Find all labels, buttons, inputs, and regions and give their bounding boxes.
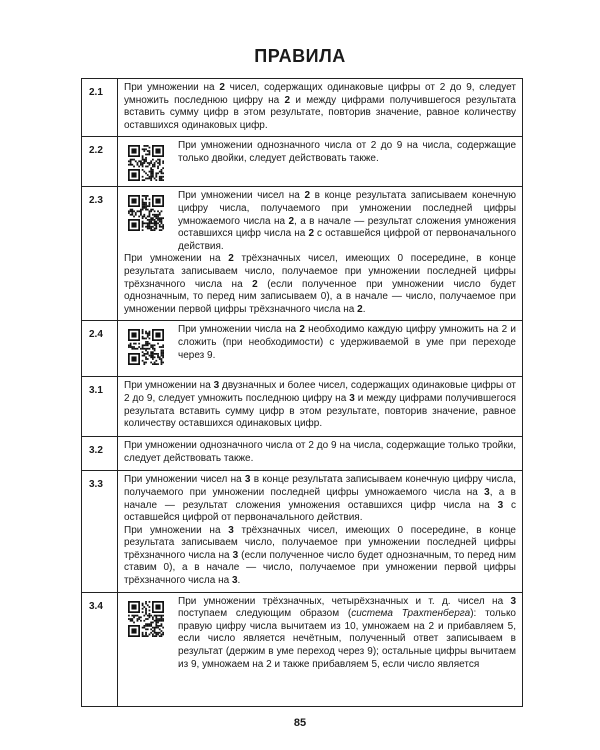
rule-body — [118, 321, 523, 377]
rule-text-run: (если полученное при умножении число будет однозначным, то перед ним записываем 0), а в начале — число, получаемое при умножении первой цифры трёхзначного числа на — [124, 278, 516, 315]
rule-text-run: 3 — [231, 575, 238, 587]
rule-row-2-2 — [82, 137, 523, 187]
rule-qr-block — [124, 324, 516, 365]
rule-qr-block — [124, 190, 516, 253]
rule-text-run: 3 — [510, 595, 516, 607]
rule-text-run: При умножении однозначного числа от 2 до 9 на числа, содержащие только тройки, следует действовать также. — [124, 440, 516, 464]
rule-text-run: 2 — [308, 228, 314, 240]
rule-number: 2.3 — [82, 187, 118, 321]
rule-text-run: . — [237, 575, 241, 587]
rule-text-run: 2 — [252, 278, 258, 290]
rule-text-run: ): только правую цифру числа вычитаем из 10, умножаем на 2 и прибавляем 5, если число является нечётным, полученный ответ записываем в результат (держим в уме переход через 9); остальные цифры вычитаем из 9, умножаем на 2 и также прибавляем 5, если число является — [178, 608, 516, 670]
rule-body — [118, 592, 523, 706]
rule-paragraph — [124, 82, 516, 132]
rules-table — [81, 78, 523, 707]
rule-paragraph — [124, 440, 516, 465]
rule-first-paragraph — [178, 596, 516, 672]
page-number: 85 — [293, 717, 307, 729]
rule-text-run: При умножении на — [124, 253, 229, 265]
rule-text-run: , а в начале — результат сложения умножения оставшихся цифр числа на — [178, 215, 516, 240]
rule-paragraph — [124, 380, 516, 430]
rule-text-run: и между цифрами получившегося результата вставить сумму цифр в этом результате, повторив значение, равное количеству оставшихся одинаковых цифр. — [124, 94, 516, 131]
rule-paragraph — [124, 474, 516, 524]
rule-number: 3.3 — [82, 471, 118, 592]
qr-code[interactable] — [128, 195, 164, 231]
rule-text-run: 3 — [232, 549, 239, 561]
rule-row-2-4 — [82, 321, 523, 377]
rule-number: 2.2 — [82, 137, 118, 187]
rule-text-run: 3 — [349, 392, 355, 404]
rule-row-2-1 — [82, 79, 523, 137]
rule-text-run: При умножении на — [124, 524, 229, 536]
page-title: ПРАВИЛА — [254, 46, 346, 66]
rule-text-run: необходимо каждую цифру умножить на 2 и сложить (при необходимости) с удерживаемой в уме при переходе через 9. — [178, 324, 517, 361]
rule-text-run: чисел, содержащих одинаковые цифры от 2 до 9, следует умножить последнюю цифру на — [124, 82, 516, 106]
rule-body — [118, 377, 523, 437]
rule-qr-block — [124, 596, 516, 672]
rule-text-run: При умножении на — [124, 82, 220, 93]
rule-row-3-1 — [82, 377, 523, 437]
qr-code[interactable] — [128, 601, 164, 637]
rule-text-run: , а в начале — результат сложения умножения оставшихся цифр числа на — [124, 486, 516, 511]
rule-first-paragraph — [178, 140, 516, 165]
qr-code[interactable] — [128, 329, 164, 365]
rule-text-run: в конце результата записываем конечную цифру числа, получаемого при умножении последней цифры умножаемого числа на — [178, 190, 517, 227]
rule-text-run: При умножении чисел на — [124, 474, 245, 486]
rule-text-run: 3 — [228, 524, 234, 536]
rule-number: 3.1 — [82, 377, 118, 437]
rule-text-run: система Трахтенберга — [351, 608, 471, 620]
rule-text-run: . — [362, 303, 366, 315]
qr-code-icon — [128, 195, 164, 231]
rule-number: 3.4 — [82, 592, 118, 706]
rule-row-2-3 — [82, 187, 523, 321]
rule-text-run: и между цифрами получившегося результата вставить сумму цифр в этом результате, повторив значение, равное количеству оставшихся одинаковых цифр. — [124, 392, 516, 430]
rule-text-run: 2 — [299, 324, 305, 336]
rule-number: 3.2 — [82, 437, 118, 471]
rule-body — [118, 471, 523, 592]
rule-row-3-2 — [82, 437, 523, 471]
rule-text-run: 2 — [357, 303, 363, 315]
rule-text-run: (если полученное число будет однозначным, то перед ним ставим 0), а в начале — число, получаемое при умножении первой цифры трёхзначного числа на — [124, 549, 516, 587]
rule-body — [118, 187, 523, 321]
rule-paragraph — [124, 525, 516, 588]
qr-code-icon — [128, 329, 164, 365]
rule-text-run: 3 — [244, 474, 251, 486]
rule-text-run: 2 — [228, 253, 234, 265]
rule-first-paragraph — [178, 190, 516, 253]
rule-text-run: При умножении числа на — [178, 324, 300, 336]
rule-text-run: 3 — [497, 499, 504, 511]
rule-text-run: 2 — [284, 94, 291, 106]
rule-text-run: При умножении на — [124, 380, 214, 392]
rule-text-run: 2 — [219, 82, 225, 93]
rule-text-run: трёхзначных чисел, имеющих 0 посередине, в конце результата записываем число, получаемое при умножении последней цифры трёхзначного числа на — [124, 253, 516, 290]
rule-text-run: 3 — [484, 486, 490, 498]
rule-text-run: с оставшейся цифрой от первоначального действия. — [124, 499, 516, 524]
rule-qr-block — [124, 140, 516, 181]
rule-paragraph — [124, 253, 516, 316]
rule-text-run: 2 — [304, 190, 311, 202]
rule-text-run: При умножении чисел на — [178, 190, 305, 202]
rule-body — [118, 79, 523, 137]
rule-text-run: двузначных и более чисел, содержащих одинаковые цифры от 2 до 9, следует умножить последнюю цифру на — [124, 380, 516, 404]
rule-body — [118, 437, 523, 471]
qr-code[interactable] — [128, 145, 164, 181]
rule-text-run: При умножении трёхзначных, четырёхзначных и т. д. чисел на — [178, 595, 511, 607]
rule-text-run: в конце результата записываем конечную цифру числа, получаемого при умножении последней цифры умножаемого числа на — [124, 474, 517, 498]
qr-code-icon — [128, 601, 164, 637]
rule-text-run: 3 — [213, 380, 220, 392]
rule-text-run: 2 — [288, 215, 295, 227]
qr-code-icon — [128, 145, 164, 181]
rule-number: 2.1 — [82, 79, 118, 137]
rule-row-3-3 — [82, 471, 523, 592]
rule-text-run: с оставшейся цифрой от первоначального действия. — [178, 228, 517, 252]
rule-row-3-4 — [82, 592, 523, 706]
rule-number: 2.4 — [82, 321, 118, 377]
rule-first-paragraph — [178, 324, 516, 362]
rule-text-run: трёхзначных чисел, имеющих 0 посередине, в конце результата записываем число, получаемое при умножении последней цифры трёхзначного числа на — [124, 524, 516, 561]
rule-body — [118, 137, 523, 187]
rule-text-run: При умножении однозначного числа от 2 до 9 на числа, содержащие только двойки, следует действовать также. — [178, 140, 516, 164]
rule-text-run: поступаем следующим образом ( — [178, 608, 352, 620]
